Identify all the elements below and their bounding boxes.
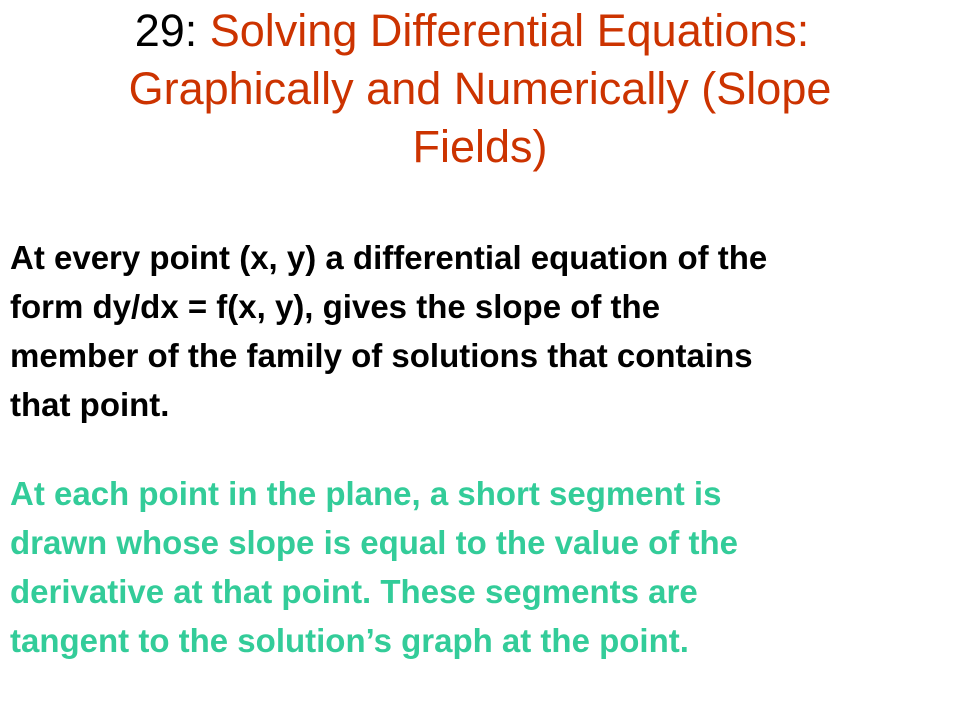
- title-line-2: Graphically and Numerically (Slope: [128, 63, 832, 114]
- title-number: 29:: [134, 5, 198, 56]
- paragraph-line: drawn whose slope is equal to the value of the: [10, 524, 738, 561]
- paragraph-line: member of the family of solutions that contains: [10, 337, 753, 374]
- title-line-3: Fields): [412, 121, 548, 172]
- title-line-1: [2, 2, 942, 60]
- paragraph-line: tangent to the solution’s graph at the point.: [10, 622, 689, 659]
- definition-paragraph: [10, 233, 950, 429]
- slope-field-paragraph: [10, 469, 950, 665]
- paragraph-line: derivative at that point. These segments are: [10, 573, 698, 610]
- paragraph-line: that point.: [10, 386, 170, 423]
- title-line-1-text: Solving Differential Equations:: [209, 5, 810, 56]
- paragraph-line: form dy/dx = f(x, y), gives the slope of the: [10, 288, 661, 325]
- paragraph-line: At each point in the plane, a short segment is: [10, 475, 722, 512]
- slide-title: [10, 2, 950, 176]
- paragraph-line: At every point (x, y) a differential equation of the: [10, 239, 768, 276]
